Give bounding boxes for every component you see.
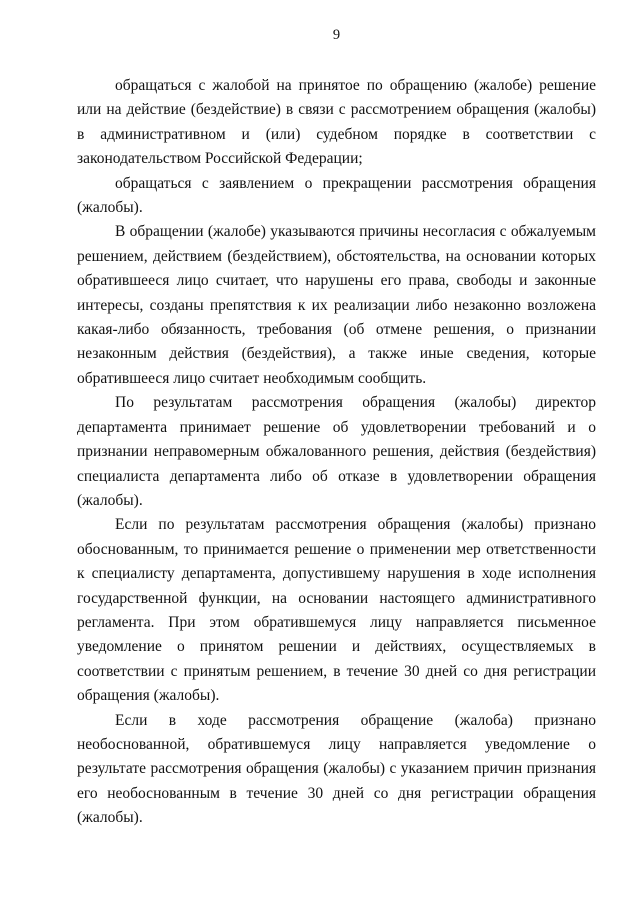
- paragraph-3: В обращении (жалобе) указываются причины несогласия с обжалуемым решением, действием (бездействием), обстоятельства, на основании которых обратившееся лицо считает, что нарушены его права, свободы и законные интересы, созданы препятствия к их реализации либо незаконно возложена какая-либо обязанность, требования (об отмене решения, о признании незаконным действия (бездействия), а также иные сведения, которые обратившееся лицо считает необходимым сообщить.: [77, 223, 596, 387]
- paragraph-5: Если по результатам рассмотрения обращения (жалобы) признано обоснованным, то принимается решение о применении мер ответственности к специалисту департамента, допустившему нарушения в ходе исполнения государственной функции, на основании настоящего административного регламента. При этом обратившемуся лицу направляется письменное уведомление о принятом решении и действиях, осуществляемых в соответствии с принятым решением, в течение 30 дней со дня регистрации обращения (жалобы).: [77, 516, 596, 705]
- paragraph-6: Если в ходе рассмотрения обращение (жалоба) признано необоснованной, обратившемуся лицу направляется уведомление о результате рассмотрения обращения (жалобы) с указанием причин признания его необоснованным в течение 30 дней со дня регистрации обращения (жалобы).: [77, 711, 596, 827]
- paragraph-2: обращаться с заявлением о прекращении рассмотрения обращения (жалобы).: [77, 174, 596, 217]
- paragraph-4: По результатам рассмотрения обращения (жалобы) директор департамента принимает решение об удовлетворении требований и о признании неправомерным обжалованного решения, действия (бездействия) специалиста департамента либо об отказе в удовлетворении обращения (жалобы).: [77, 394, 596, 509]
- paragraph-1: обращаться с жалобой на принятое по обращению (жалобе) решение или на действие (бездействие) в связи с рассмотрением обращения (жалобы) в административном и (или) судебном порядке в соответствии с законодательством Российской Федерации;: [77, 77, 596, 168]
- page-number: 9: [332, 27, 341, 43]
